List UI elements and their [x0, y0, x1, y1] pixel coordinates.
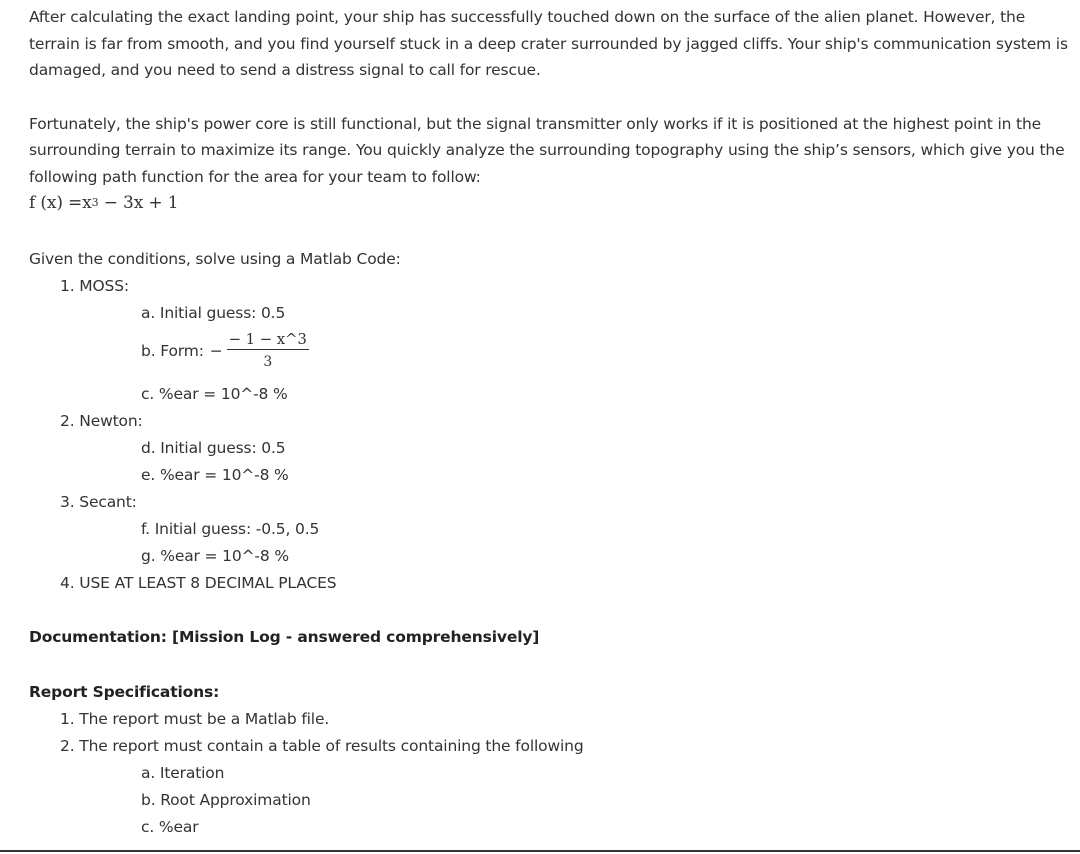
list-item: c. %ear = 10^-8 % [141, 385, 288, 403]
formula-exponent: 3 [91, 196, 99, 209]
list-item: c. %ear [141, 818, 199, 836]
method-item-newton [60, 408, 1074, 489]
report-subitems [60, 760, 1074, 841]
form-minus: − [209, 342, 223, 360]
newton-subitems [60, 435, 1074, 489]
method-label: 2. Newton: [60, 412, 143, 430]
form-fraction [227, 329, 309, 374]
list-item: e. %ear = 10^-8 % [141, 466, 289, 484]
method-item-moss [60, 273, 1074, 408]
bottom-divider [0, 850, 1080, 852]
form-fraction-item [141, 321, 1074, 381]
report-list [29, 706, 1074, 841]
formula-rhs: − 3x + 1 [98, 193, 179, 213]
list-item: f. Initial guess: -0.5, 0.5 [141, 520, 320, 538]
mission-paragraph: After calculating the exact landing point, your ship has successfully touched down on the surface of the alien planet. However, the terrain is far from smooth, and you find yourself stuck in a deep crater surrounded by jagged cliffs. Your ship's communication system is damaged, and you need to send a distress signal to call for rescue. [29, 8, 1068, 79]
documentation-heading: Documentation: [Mission Log - answered comprehensively] [29, 628, 540, 646]
list-item: 1. The report must be a Matlab file. [60, 710, 330, 728]
secant-subitems [60, 516, 1074, 570]
fraction-numerator: − 1 − x^3 [228, 329, 307, 348]
list-item: g. %ear = 10^-8 % [141, 547, 289, 565]
moss-subitems [60, 300, 1074, 408]
method-label: 1. MOSS: [60, 277, 129, 295]
report-subitems-container [60, 760, 1074, 841]
form-label: b. Form: [141, 342, 204, 360]
fraction-denominator: 3 [263, 353, 273, 370]
methods-list [29, 273, 1074, 597]
method-item-secant [60, 489, 1074, 570]
list-item: b. Root Approximation [141, 791, 311, 809]
objective-paragraph: Fortunately, the ship's power core is still functional, but the signal transmitter only works if it is positioned at the highest point in the surrounding terrain to maximize its range. You quickly analyze the surrounding topography using the ship’s sensors, which give you the following path function for the area for your team to follow: [29, 114, 1065, 186]
list-item: a. Initial guess: 0.5 [141, 304, 286, 322]
path-function-formula [29, 191, 1074, 217]
problem-document [29, 4, 1074, 841]
list-item: a. Iteration [141, 764, 225, 782]
list-item: 2. The report must contain a table of results containing the following [60, 737, 584, 755]
method-label: 3. Secant: [60, 493, 137, 511]
instructions-intro: Given the conditions, solve using a Matlab Code: [29, 250, 401, 268]
method-item-decimals [60, 570, 1074, 597]
method-label: 4. USE AT LEAST 8 DECIMAL PLACES [60, 574, 337, 592]
formula-lhs: f (x) =x [29, 193, 92, 213]
report-heading: Report Specifications: [29, 683, 220, 701]
list-item: d. Initial guess: 0.5 [141, 439, 286, 457]
